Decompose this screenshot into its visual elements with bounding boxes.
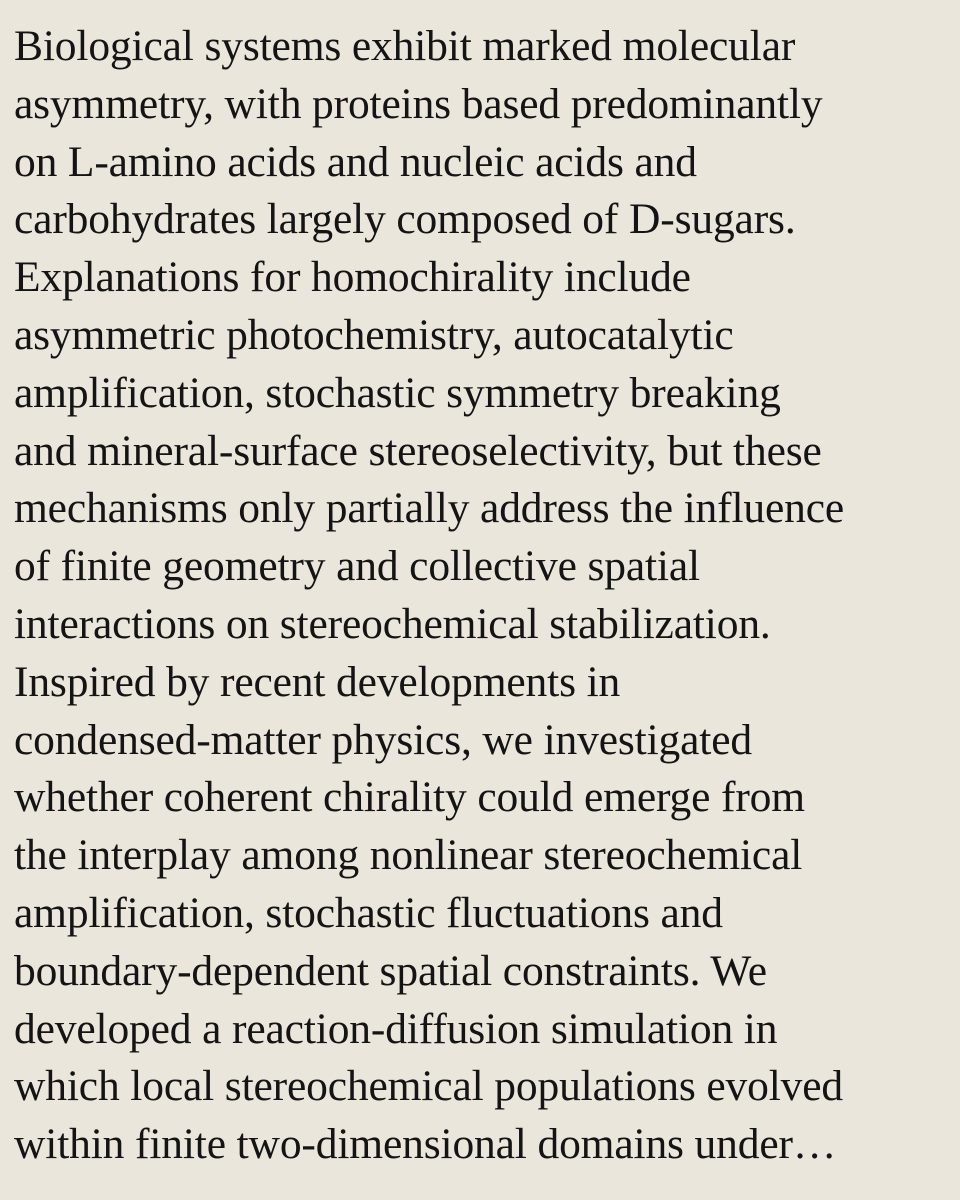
abstract-line: within finite two-dimensional domains under… [14, 1120, 837, 1169]
abstract-line: on L-amino acids and nucleic acids and [14, 137, 697, 186]
abstract-line: whether coherent chirality could emerge from [14, 773, 805, 822]
abstract-line: which local stereochemical populations evolved [14, 1062, 843, 1111]
abstract-line: and mineral-surface stereoselectivity, but these [14, 426, 822, 475]
abstract-paragraph [14, 18, 948, 1174]
abstract-line: Biological systems exhibit marked molecular [14, 22, 796, 70]
abstract-line: mechanisms only partially address the influence [14, 484, 845, 533]
abstract-line: amplification, stochastic symmetry breaking [14, 368, 781, 417]
abstract-line: carbohydrates largely composed of D-sugars. [14, 195, 796, 244]
abstract-line: Inspired by recent developments in [14, 657, 621, 706]
abstract-line: asymmetric photochemistry, autocatalytic [14, 310, 734, 359]
abstract-line: condensed-matter physics, we investigated [14, 715, 752, 764]
abstract-line: of finite geometry and collective spatial [14, 542, 700, 591]
abstract-line: boundary-dependent spatial constraints. We [14, 946, 767, 995]
abstract-line: asymmetry, with proteins based predominantly [14, 79, 823, 128]
abstract-line: interactions on stereochemical stabilization. [14, 599, 771, 648]
abstract-line: developed a reaction-diffusion simulation in [14, 1004, 778, 1053]
abstract-line: amplification, stochastic fluctuations and [14, 888, 723, 937]
abstract-line: the interplay among nonlinear stereochemical [14, 831, 803, 880]
abstract-line: Explanations for homochirality include [14, 253, 691, 302]
